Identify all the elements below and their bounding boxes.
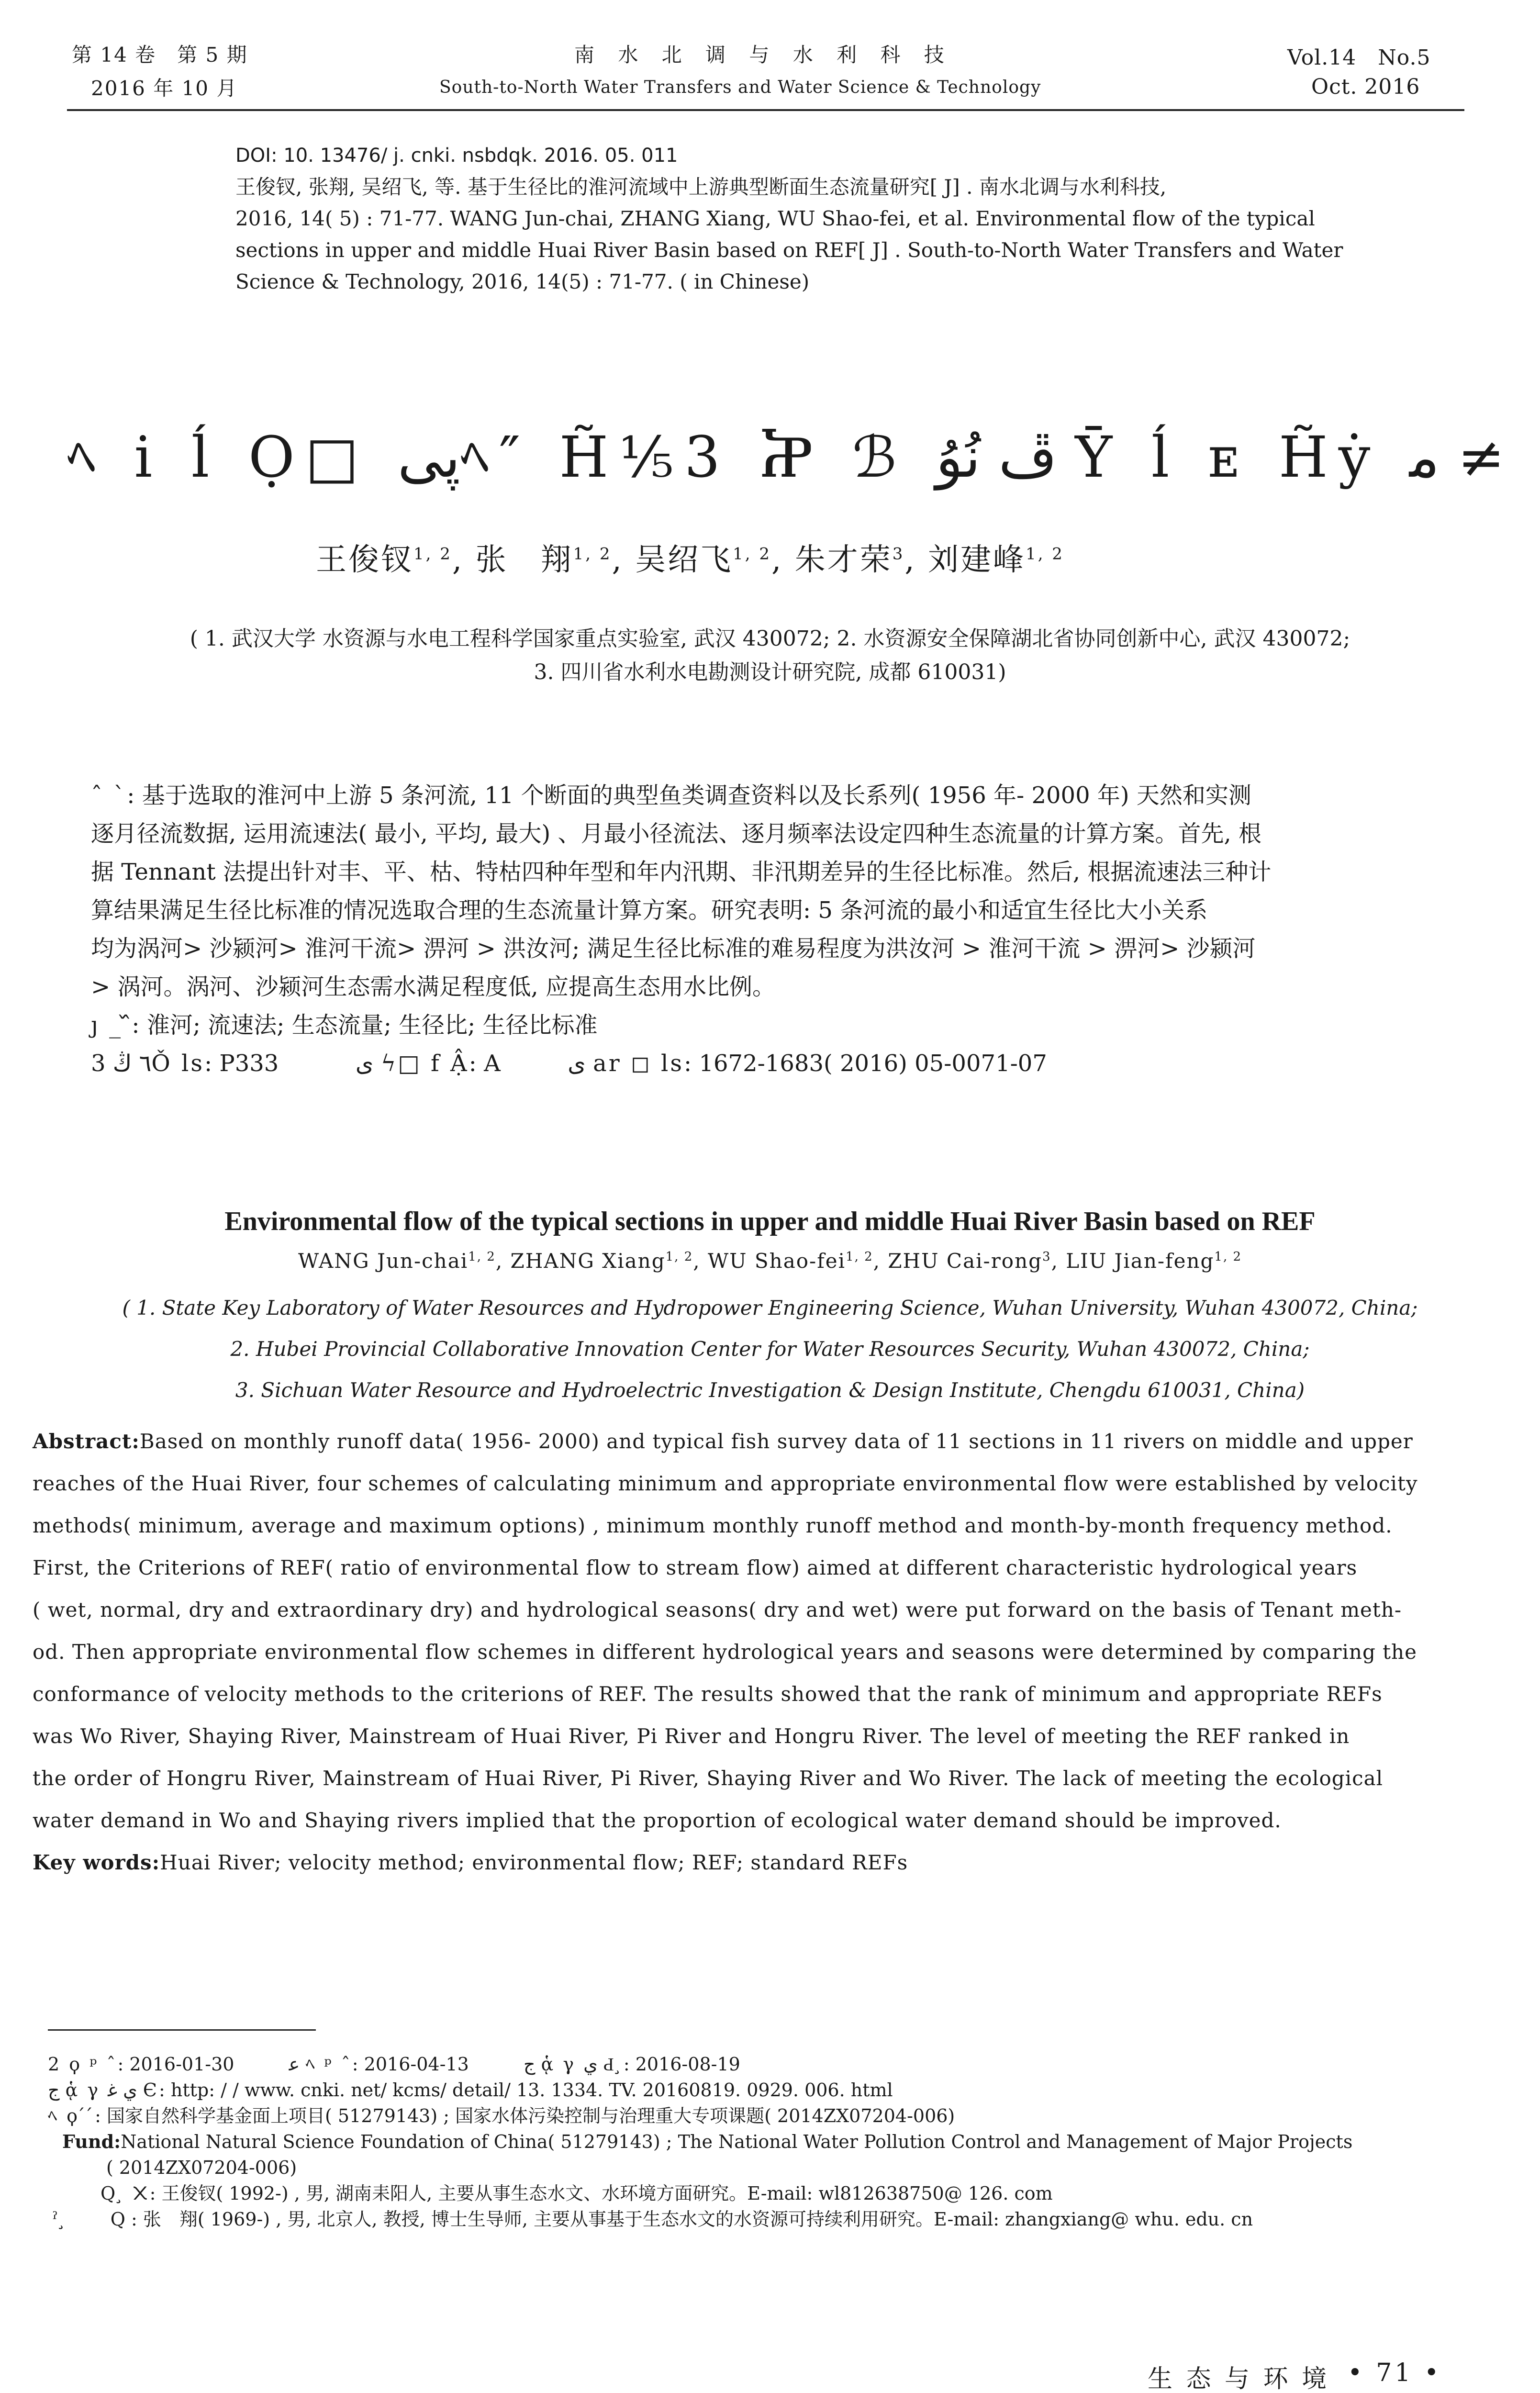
author-en-name: WANG Jun-chai xyxy=(298,1249,469,1273)
affiliation-en-line: 2. Hubei Provincial Collaborative Innovation Center for Water Resources Security, Wuhan 430072, China; xyxy=(230,1337,1310,1361)
author-en-name: ZHANG Xiang xyxy=(510,1249,666,1273)
author-affil-sup: 1, 2 xyxy=(573,544,612,564)
abstract-cn xyxy=(91,776,1431,1083)
header-rule xyxy=(67,109,1464,111)
abstract-en-line: ( wet, normal, dry and extraordinary dry) and hydrological seasons( dry and wet) were put forward on the basis of Tenant meth- xyxy=(33,1598,1402,1621)
article-number: : 1672-1683( 2016) 05-0071-07 xyxy=(684,1050,1047,1077)
abstract-en-line: Based on monthly runoff data( 1956- 2000) and typical fish survey data of 11 sections in 11 rivers on middle and upper xyxy=(139,1430,1413,1453)
abstract-en-line: was Wo River, Shaying River, Mainstream of Huai River, Pi River and Hongru River. The level of meeting the REF ranked in xyxy=(33,1724,1350,1748)
fund-cn: : 国家自然科学基金面上项目( 51279143) ; 国家水体污染控制与治理重大专项课题( 2014ZX07204-006) xyxy=(95,2105,955,2126)
article-title-cn: ﾍ i ĺ Ọ□ پیﾍ″ H̃⅕3 Ⴟ ℬ ڦ نُوُ Ȳ ĺ ᴇ H̃ẏ ﻣ ≠ xyxy=(67,424,1505,490)
author-name: 朱才荣 xyxy=(794,542,893,578)
abstract-en xyxy=(33,1420,1468,1884)
keywords-cn-label: ȷ _ ᷈ xyxy=(91,1012,132,1039)
keywords-cn: : 淮河; 流速法; 生态流量; 生径比; 生径比标准 xyxy=(132,1012,598,1039)
header-journal-en: South-to-North Water Transfers and Water Science & Technology xyxy=(439,78,1041,97)
fund-en-cont: ( 2014ZX07204-006) xyxy=(106,2157,297,2178)
online-label: ج ᾁ γ ي Ԁ ̧ xyxy=(523,2054,624,2075)
classification-label: 3 ٦ ڭǑ ls xyxy=(91,1050,204,1077)
abstract-en-line: First, the Criterions of REF( ratio of environmental flow to stream flow) aimed at different characteristic hydrological years xyxy=(33,1556,1358,1579)
affiliation-line: ( 1. 武汉大学 水资源与水电工程科学国家重点实验室, 武汉 430072; 2. 水资源安全保障湖北省协同创新中心, 武汉 430072; xyxy=(190,626,1350,651)
author-name: 王俊钗 xyxy=(316,542,413,578)
article-title-en: Environmental flow of the typical sections in upper and middle Huai River Basin based on REF xyxy=(224,1207,1316,1236)
citation-line: sections in upper and middle Huai River Basin based on REF[ J] . South-to-North Water Transfers and Water xyxy=(235,238,1343,262)
affiliation-en-line: ( 1. State Key Laboratory of Water Resources and Hydropower Engineering Science, Wuhan University, Wuhan 430072, China; xyxy=(122,1296,1418,1320)
online-url: : http: / / www. cnki. net/ kcms/ detail/ 13. 1334. TV. 20160819. 0929. 006. html xyxy=(159,2080,893,2101)
fund-en-label: Fund: xyxy=(62,2131,121,2152)
author-en-name: LIU Jian-feng xyxy=(1066,1249,1215,1273)
header-volume-issue-cn: 第 14 卷 第 5 期 xyxy=(72,43,248,67)
keywords-en: Huai River; velocity method; environmental flow; REF; standard REFs xyxy=(160,1851,908,1874)
keywords-en-label: Key words: xyxy=(33,1851,160,1874)
author-en-name: WU Shao-fei xyxy=(707,1249,846,1273)
abstract-cn-line: : 基于选取的淮河中上游 5 条河流, 11 个断面的典型鱼类调查资料以及长系列( 1956 年- 2000 年) 天然和实测 xyxy=(127,782,1251,809)
header-date-en: Oct. 2016 xyxy=(1311,75,1420,99)
article-number-label: ی ar ◻ ls xyxy=(568,1050,684,1077)
citation-line: Science & Technology, 2016, 14(5) : 71-77. ( in Chinese) xyxy=(235,270,810,293)
author-bio: : 王俊钗( 1992-) , 男, 湖南耒阳人, 主要从事生态水文、水环境方面研究。E-mail: wl812638750@ 126. com xyxy=(149,2183,1053,2204)
revised-date: : 2016-04-13 xyxy=(352,2054,469,2075)
footnotes xyxy=(48,2051,1484,2232)
received-date: : 2016-01-30 xyxy=(117,2054,234,2075)
corr-label: ˀ ̧ xyxy=(53,2209,67,2230)
author-affil-sup: 1, 2 xyxy=(1026,544,1064,564)
author-name: 刘建峰 xyxy=(928,542,1026,578)
author-name: 张 翔 xyxy=(475,542,573,578)
author-en-sup: 1, 2 xyxy=(846,1250,873,1264)
classification-number: : P333 xyxy=(204,1050,279,1077)
abstract-en-line: conformance of velocity methods to the criterions of REF. The results showed that the rank of minimum and appropriate REFs xyxy=(33,1682,1383,1706)
abstract-cn-line: 算结果满足生径比标准的情况选取合理的生态流量计算方案。研究表明: 5 条河流的最小和适宜生径比大小关系 xyxy=(91,897,1208,924)
abstract-cn-line: 逐月径流数据, 运用流速法( 最小, 平均, 最大) 、月最小径流法、逐月频率法设定四种生态流量的计算方案。首先, 根 xyxy=(91,820,1262,847)
abstract-en-line: water demand in Wo and Shaying rivers implied that the proportion of ecological water demand should be improved. xyxy=(33,1809,1282,1832)
abstract-cn-line: 均为涡河> 沙颍河> 淮河干流> 淠河 > 洪汝河; 满足生径比标准的难易程度为洪汝河 > 淮河干流 > 淠河> 沙颍河 xyxy=(91,935,1256,962)
affiliations-cn xyxy=(48,622,1492,689)
abstract-cn-label: ˆ ˋ xyxy=(91,782,127,809)
abstract-cn-line: > 涡河。涡河、沙颍河生态需水满足程度低, 应提高生态用水比例。 xyxy=(91,973,775,1000)
page-number: • 71 • xyxy=(1348,2359,1442,2387)
abstract-en-label: Abstract: xyxy=(33,1430,140,1453)
affiliation-line: 3. 四川省水利水电勘测设计研究院, 成都 610031) xyxy=(534,660,1006,684)
author-affil-sup: 3 xyxy=(892,544,905,564)
author-en-sup: 1, 2 xyxy=(468,1250,496,1264)
url-label: ج ᾁ γ ي ﻏ Є xyxy=(48,2080,159,2101)
affiliation-en-line: 3. Sichuan Water Resource and Hydroelectric Investigation & Design Institute, Chengdu 610031, China) xyxy=(235,1378,1305,1402)
author-name: 吴绍飞 xyxy=(635,542,733,578)
header-volume-issue-en: Vol.14 No.5 xyxy=(1287,45,1431,70)
revised-label: ﻋ ﾍ ᵖ ˆ xyxy=(289,2054,352,2075)
fund-en: National Natural Science Foundation of China( 51279143) ; The National Water Pollution Control and Management of Major Projects xyxy=(121,2131,1353,2152)
citation-line: 2016, 14( 5) : 71-77. WANG Jun-chai, ZHANG Xiang, WU Shao-fei, et al. Environmental flow of the typical xyxy=(235,207,1315,230)
citation-line: 王俊钗, 张翔, 吴绍飞, 等. 基于生径比的淮河流域中上游典型断面生态流量研究[ J] . 南水北调与水利科技, xyxy=(235,175,1167,199)
authors-cn: 王俊钗$^{1, 2}$, 张 翔$^{1, 2}$, 吴绍飞$^{1, 2}$, 朱才荣$^3$, 刘建峰$^{1, 2}$ xyxy=(316,542,1064,578)
header-journal-cn: 南 水 北 调 与 水 利 科 技 xyxy=(574,43,953,67)
online-date: : 2016-08-19 xyxy=(623,2054,740,2075)
document-code-label: ی ϟ□ f Ậ xyxy=(355,1050,469,1077)
received-label: 2 ϙ ᵖ ˆ xyxy=(48,2054,118,2075)
fund-cn-label: ﾍ ϙ ́ ́ xyxy=(48,2105,95,2126)
abstract-en-line: the order of Hongru River, Mainstream of Huai River, Pi River, Shaying River and Wo River. The lack of meeting the ecological xyxy=(33,1767,1384,1790)
authors-en: WANG Jun-chai$^{1, 2}$, ZHANG Xiang$^{1, 2}$, WU Shao-fei$^{1, 2}$, ZHU Cai-rong$^3$, LIU Jian-feng$^{1, 2}$ xyxy=(298,1249,1242,1273)
abstract-en-line: reaches of the Huai River, four schemes of calculating minimum and appropriate environmental flow were established by velocity xyxy=(33,1472,1418,1495)
document-code: : A xyxy=(469,1050,501,1077)
author-en-name: ZHU Cai-rong xyxy=(888,1249,1043,1273)
author-bio-label: Q ̧ ᙭ xyxy=(100,2183,150,2204)
affiliations-en xyxy=(29,1287,1511,1411)
header-date-cn: 2016 年 10 月 xyxy=(91,77,238,100)
citation-block xyxy=(235,140,1475,298)
author-en-sup: 1, 2 xyxy=(665,1250,693,1264)
section-name: 生 态 与 环 境 xyxy=(1148,2365,1330,2393)
abstract-cn-line: 据 Tennant 法提出针对丰、平、枯、特枯四种年型和年内汛期、非汛期差异的生径比标准。然后, 根据流速法三种计 xyxy=(91,859,1272,885)
corr-author: Q : 张 翔( 1969-) , 男, 北京人, 教授, 博士生导师, 主要从事基于生态水文的水资源可持续利用研究。E-mail: zhangxiang@ whu. edu. cn xyxy=(110,2209,1253,2230)
author-affil-sup: 1, 2 xyxy=(413,544,452,564)
doi: DOI: 10. 13476/ j. cnki. nsbdqk. 2016. 05. 011 xyxy=(235,145,678,167)
abstract-en-line: od. Then appropriate environmental flow schemes in different hydrological years and seasons were determined by comparing the xyxy=(33,1640,1417,1664)
author-en-sup: 3 xyxy=(1042,1250,1051,1264)
author-affil-sup: 1, 2 xyxy=(733,544,772,564)
footnote-rule xyxy=(48,2029,316,2031)
author-en-sup: 1, 2 xyxy=(1214,1250,1242,1264)
abstract-en-line: methods( minimum, average and maximum options) , minimum monthly runoff method and month-by-month frequency method. xyxy=(33,1514,1393,1537)
